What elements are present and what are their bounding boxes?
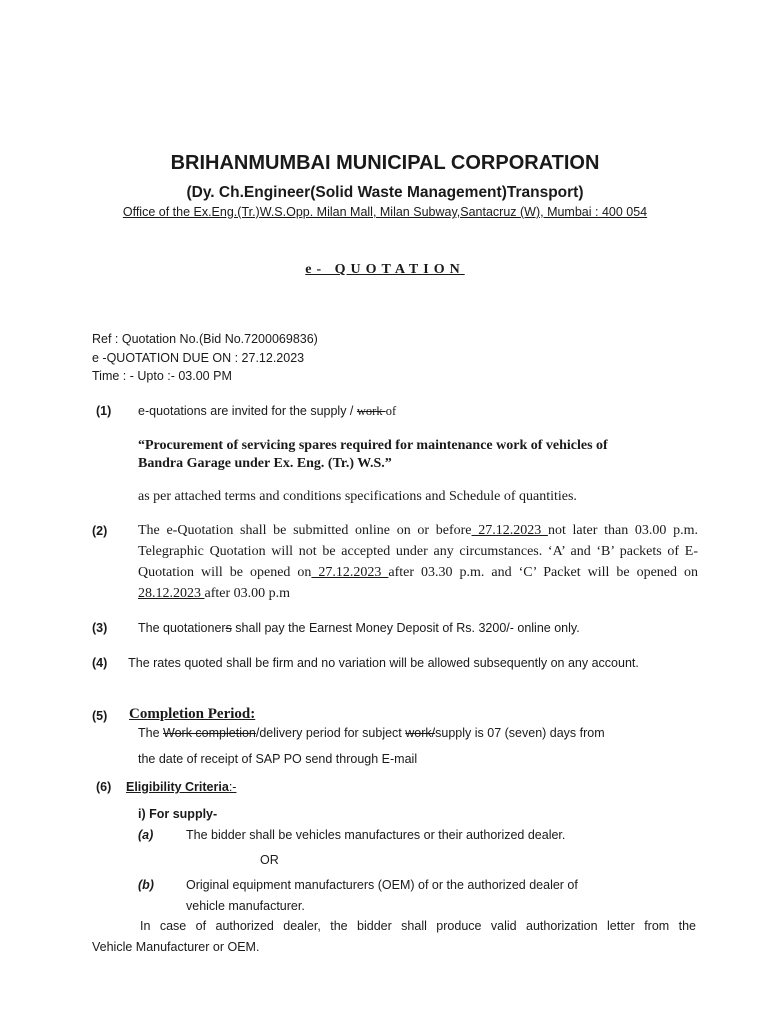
para-5-number: (5) [92,709,108,723]
para-2-text [138,520,698,604]
procurement-title-line-1: “Procurement of servicing spares required for maintenance work of vehicles of [138,438,608,453]
ref-time: Time : - Upto :- 03.00 PM [92,369,232,383]
para-2-part-2: not later than 03.00 p.m. Telegraphic Quotation will not be accepted under any circumstances. ‘A’ and ‘B’ packets of E-Quotation will be opened on [138,523,698,580]
eligibility-heading-suffix: :- [228,780,237,794]
para-5-mid: /delivery period for subject [255,726,406,740]
para-3-text [138,621,580,635]
para-4-number: (4) [92,656,108,670]
para-2-part-1: The e-Quotation shall be submitted online on or before [138,523,472,538]
para-2-part-3: after 03.30 p.m. and ‘C’ Packet will be opened on [388,565,698,580]
or-separator: OR [260,853,279,867]
authorization-line-2: Vehicle Manufacturer or OEM. [92,940,260,954]
ref-quotation-no: Ref : Quotation No.(Bid No.7200069836) [92,332,318,346]
corporation-title: BRIHANMUMBAI MUNICIPAL CORPORATION [170,152,600,174]
para-5-end: supply is 07 (seven) days from [435,726,605,740]
para-2-number: (2) [92,524,108,538]
para-1-after: of [385,404,397,418]
para-1-struck: work [356,404,386,418]
para-3-rest: shall pay the Earnest Money Deposit of Rs. 3200/- online only. [231,621,580,635]
terms-line: as per attached terms and conditions specifications and Schedule of quantities. [138,489,577,504]
procurement-title-line-2: Bandra Garage under Ex. Eng. (Tr.) W.S.” [138,456,392,471]
para-3-lead: The quotationer [138,621,226,635]
para-3-number: (3) [92,621,108,635]
para-1-number: (1) [96,404,112,418]
para-1-lead: e-quotations are invited for the supply / [138,404,357,418]
para-5-line-1 [138,726,605,740]
clause-b-line-1: Original equipment manufacturers (OEM) of or the authorized dealer of [186,878,578,892]
opening-date-ab: 27.12.2023 [311,565,389,580]
para-2-part-4: after 03.00 p.m [204,586,291,601]
office-address: Office of the Ex.Eng.(Tr.)W.S.Opp. Milan Mall, Milan Subway,Santacruz (W), Mumbai : 400 054 [122,205,648,219]
opening-date-c: 28.12.2023 [138,586,205,601]
para-1-text [138,404,396,419]
clause-a-label: (a) [138,828,154,842]
eligibility-heading: Eligibility Criteria [126,780,229,794]
para-5-line-2: the date of receipt of SAP PO send through E-mail [138,752,418,766]
para-5-struck-1: Work completion [163,726,256,740]
clause-b-line-2: vehicle manufacturer. [186,899,305,913]
clause-b-label: (b) [138,878,154,892]
para-5-struck-2: work/ [405,726,436,740]
para-5-lead: The [138,726,164,740]
completion-period-heading: Completion Period: [129,706,256,722]
clause-a-text: The bidder shall be vehicles manufactures or their authorized dealer. [186,828,566,842]
ref-due-date: e -QUOTATION DUE ON : 27.12.2023 [92,351,305,365]
para-6-number: (6) [96,780,112,794]
para-4-body: The rates quoted shall be firm and no variation will be allowed subsequently on any account. [128,656,639,670]
para-3-struck: s [225,621,232,635]
submission-date: 27.12.2023 [471,523,548,538]
for-supply-heading: i) For supply- [138,807,218,821]
authorization-line-1: In case of authorized dealer, the bidder shall produce valid authorization letter from the [140,919,696,933]
para-4-text [92,654,696,672]
department-subtitle: (Dy. Ch.Engineer(Solid Waste Management)Transport) [186,184,584,201]
eligibility-heading-wrap [126,780,236,794]
document-type-heading: e- QUOTATION [305,262,465,277]
